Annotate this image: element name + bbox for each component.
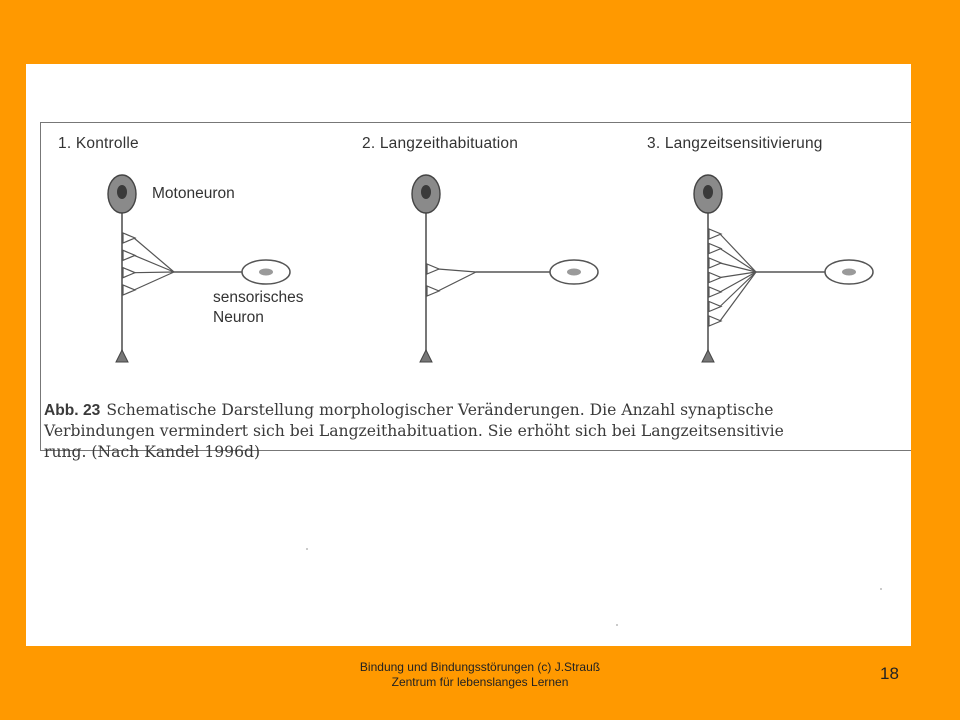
page-number: 18: [880, 664, 899, 683]
terminal-triangle: [116, 350, 128, 362]
synapse-terminal: [427, 286, 439, 296]
sensory-neuron-label-line2: Neuron: [213, 309, 264, 326]
panel-title-langzeitsensitivierung: 3. Langzeitsensitivierung: [647, 135, 823, 152]
scanned-figure: [26, 64, 911, 646]
panel-title-langzeithabituation: 2. Langzeithabituation: [362, 135, 519, 152]
synapse-terminal: [427, 264, 439, 274]
sensory-neuron-nucleus: [842, 269, 856, 276]
synapse-branch: [134, 238, 174, 272]
footer-line-1: Bindung und Bindungsstörungen (c) J.Strauß: [359, 660, 601, 674]
synapse-terminal: [709, 287, 721, 297]
motoneuron-nucleus: [117, 185, 127, 199]
terminal-triangle: [420, 350, 432, 362]
synapse-branch: [438, 272, 476, 291]
panel-langzeitsensitivierung-diagram: [694, 175, 873, 362]
synapse-branch: [720, 272, 756, 321]
footer-line-2: Zentrum für lebenslanges Lernen: [391, 675, 569, 689]
terminal-triangle: [702, 350, 714, 362]
panel-langzeithabituation-diagram: [412, 175, 598, 362]
synapse-terminal: [709, 316, 721, 326]
panel-kontrolle-diagram: [108, 175, 290, 362]
synapse-branch: [720, 263, 756, 272]
synapse-terminal: [709, 229, 721, 239]
scan-speck: [880, 588, 882, 590]
synapse-branch: [134, 255, 174, 272]
sensory-neuron-nucleus: [259, 269, 273, 276]
synapse-branch: [720, 249, 756, 273]
slide-footer: [280, 660, 680, 690]
caption-line-1-text: Schematische Darstellung morphologischer Veränderungen. Die Anzahl synaptische: [106, 401, 774, 419]
synapse-terminal: [709, 258, 721, 268]
synapse-terminal: [123, 268, 135, 278]
synapse-branch: [720, 234, 756, 272]
caption-prefix: Abb. 23: [44, 402, 101, 419]
synapse-terminal: [123, 250, 135, 260]
scan-speck: [616, 624, 618, 626]
synapse-terminal: [709, 244, 721, 254]
motoneuron-nucleus: [703, 185, 713, 199]
sensory-neuron-nucleus: [567, 269, 581, 276]
scan-speck: [306, 548, 308, 550]
caption-line-3: rung. (Nach Kandel 1996d): [44, 443, 261, 461]
synapse-terminal: [123, 233, 135, 243]
motoneuron-nucleus: [421, 185, 431, 199]
motoneuron-label: Motoneuron: [152, 185, 235, 202]
sensory-neuron-label-line1: sensorisches: [213, 289, 304, 306]
synapse-branch: [438, 269, 476, 272]
caption-line-2: Verbindungen vermindert sich bei Langzeithabituation. Sie erhöht sich bei Langzeitsensitivie: [44, 422, 784, 440]
synapse-branch: [134, 272, 174, 290]
synapse-terminal: [123, 285, 135, 295]
figure-caption: [44, 400, 911, 463]
synapse-terminal: [709, 302, 721, 312]
synapse-branch: [134, 272, 174, 273]
synapse-terminal: [709, 273, 721, 283]
panel-title-kontrolle: 1. Kontrolle: [58, 135, 139, 152]
caption-line-1: [44, 400, 911, 421]
